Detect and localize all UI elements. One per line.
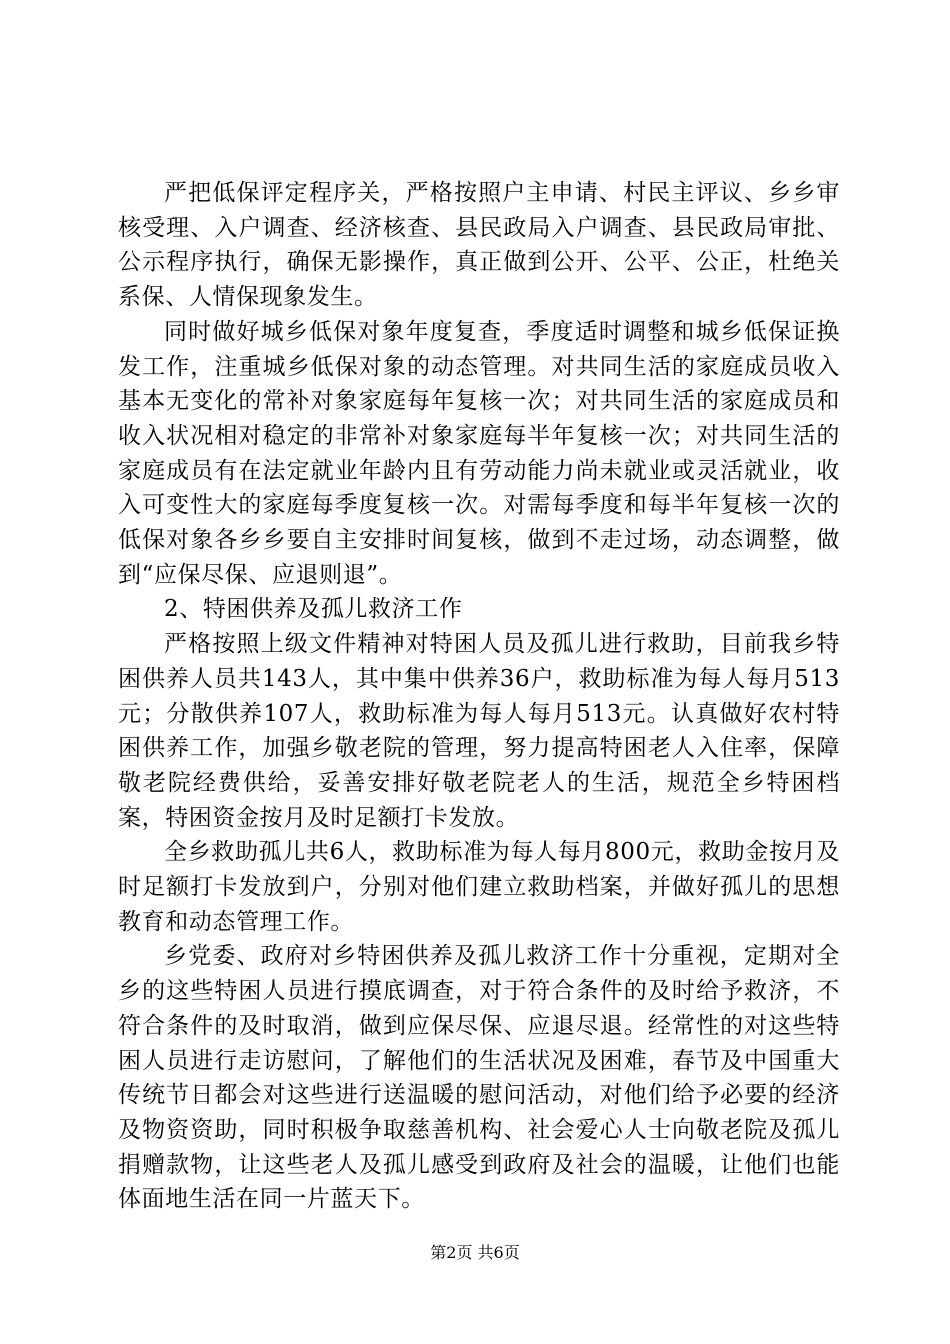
page-number-footer: 第2页 共6页 xyxy=(430,1243,520,1262)
paragraph-annual-review: 同时做好城乡低保对象年度复查，季度适时调整和城乡低保证换发工作，注重城乡低保对象的动态管理。对共同生活的家庭成员收入基本无变化的常补对象家庭每年复核一次；对共同生活的家庭成员和收入状况相对稳定的非常补对象家庭每半年复核一次；对共同生活的家庭成员有在法定就业年龄内且有劳动能力尚未就业或灵活就业，收入可变性大的家庭每季度复核一次。对需每季度和每半年复核一次的低保对象各乡乡要自主安排时间复核，做到不走过场，动态调整，做到“应保尽保、应退则退”。 xyxy=(118,318,840,588)
paragraph-low-income-procedure: 严把低保评定程序关，严格按照户主申请、村民主评议、乡乡审核受理、入户调查、经济核查、县民政局入户调查、县民政局审批、公示程序执行，确保无影操作，真正做到公开、公平、公正，杜绝关系保、人情保现象发生。 xyxy=(118,180,840,311)
paragraph-party-government: 乡党委、政府对乡特困供养及孤儿救济工作十分重视，定期对全乡的这些特困人员进行摸底调查，对于符合条件的及时给予救济，不符合条件的及时取消，做到应保尽保、应退尽退。经常性的对这些特困人员进行走访慰问，了解他们的生活状况及困难，春节及中国重大传统节日都会对这些进行送温暖的慰问活动，对他们给予必要的经济及物资资助，同时积极争取慈善机构、社会爱心人士向敬老院及孤儿捐赠款物，让这些老人及孤儿感受到政府及社会的温暖，让他们也能体面地生活在同一片蓝天下。 xyxy=(118,943,840,1213)
paragraph-special-support-details: 严格按照上级文件精神对特困人员及孤儿进行救助，目前我乡特困供养人员共143人，其中集中供养36户，救助标准为每人每月513元；分散供养107人，救助标准为每人每月513元。认真做好农村特困供养工作，加强乡敬老院的管理，努力提高特困老人入住率，保障敬老院经费供给，妥善安排好敬老院老人的生活，规范全乡特困档案，特困资金按月及时足额打卡发放。 xyxy=(118,631,840,831)
paragraph-orphan-relief: 全乡救助孤儿共6人，救助标准为每人每月800元，救助金按月及时足额打卡发放到户，分别对他们建立救助档案，并做好孤儿的思想教育和动态管理工作。 xyxy=(118,839,840,935)
section-heading-special-support: 2、特困供养及孤儿救济工作 xyxy=(164,596,463,623)
document-body xyxy=(118,176,840,1217)
